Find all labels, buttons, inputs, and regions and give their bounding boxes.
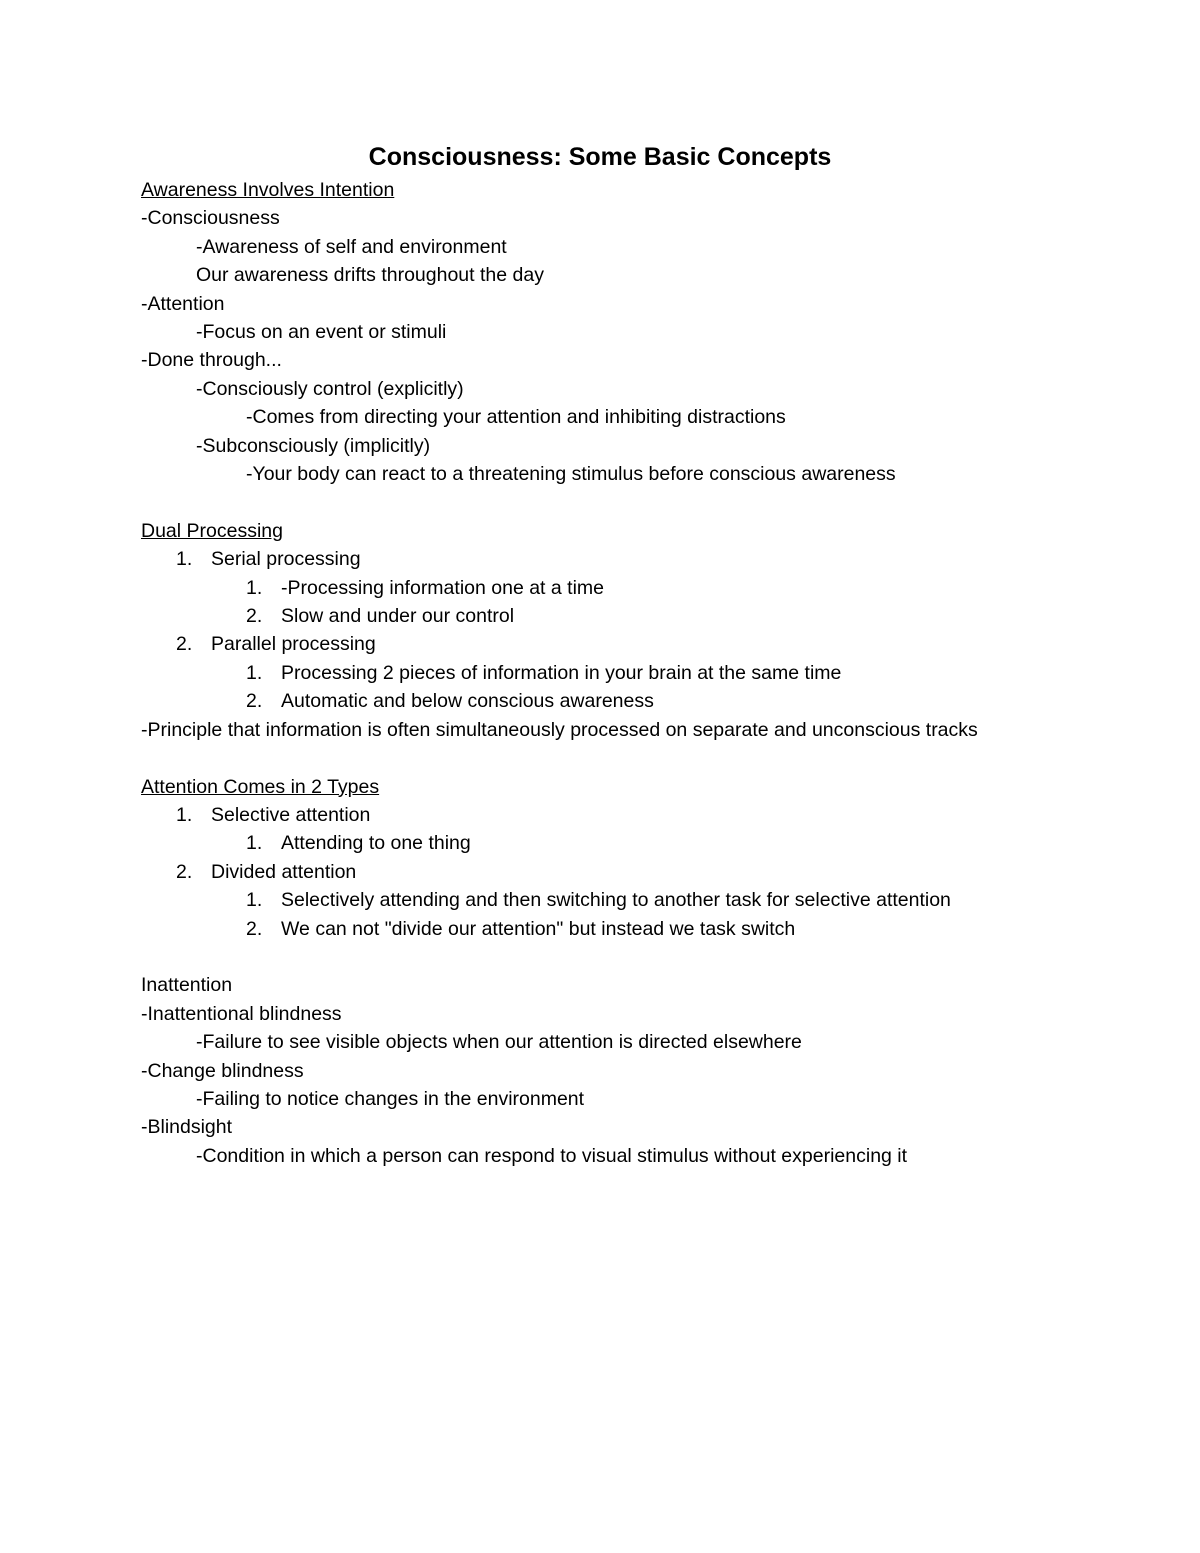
list-number: 2. bbox=[246, 690, 263, 713]
list-subitem-text: Attending to one thing bbox=[281, 832, 471, 855]
list-number: 2. bbox=[176, 633, 193, 656]
list-subitem-text: -Processing information one at a time bbox=[281, 576, 604, 599]
list-subitem bbox=[141, 915, 1041, 943]
blank-line bbox=[141, 943, 1041, 971]
list-number: 1. bbox=[246, 661, 263, 684]
blank-line bbox=[141, 488, 1041, 516]
note-line: -Your body can react to a threatening stimulus before conscious awareness bbox=[246, 463, 896, 486]
section-heading-attention-types: Attention Comes in 2 Types bbox=[141, 775, 380, 798]
list-number: 2. bbox=[246, 605, 263, 628]
list-subitem-text: Slow and under our control bbox=[281, 605, 515, 628]
document-title: Consciousness: Some Basic Concepts bbox=[368, 143, 832, 171]
note-line: -Consciousness bbox=[141, 207, 280, 230]
list-subitem bbox=[141, 659, 1041, 687]
list-subitem bbox=[141, 574, 1041, 602]
note-line: -Consciously control (explicitly) bbox=[196, 377, 464, 400]
blank-line bbox=[141, 744, 1041, 772]
list-number: 2. bbox=[246, 917, 263, 940]
list-number: 1. bbox=[246, 889, 263, 912]
note-line: -Attention bbox=[141, 292, 225, 315]
list-item-text: Parallel processing bbox=[211, 633, 376, 656]
list-subitem bbox=[141, 602, 1041, 630]
note-line: -Done through... bbox=[141, 349, 282, 372]
note-line: -Comes from directing your attention and inhibiting distractions bbox=[246, 406, 786, 429]
note-line: -Failure to see visible objects when our attention is directed elsewhere bbox=[196, 1031, 802, 1054]
list-subitem bbox=[141, 687, 1041, 715]
list-number: 1. bbox=[246, 832, 263, 855]
list-subitem-text: Selectively attending and then switching to another task for selective attention bbox=[281, 889, 951, 912]
note-line: -Inattentional blindness bbox=[141, 1002, 342, 1025]
list-number: 1. bbox=[176, 548, 193, 571]
list-item-text: Serial processing bbox=[211, 548, 361, 571]
list-number: 2. bbox=[176, 860, 193, 883]
list-item bbox=[141, 630, 1041, 658]
list-number: 1. bbox=[176, 803, 193, 826]
note-line: -Failing to notice changes in the environment bbox=[196, 1087, 585, 1110]
note-line: Our awareness drifts throughout the day bbox=[196, 264, 544, 287]
note-paragraph: -Principle that information is often simultaneously processed on separate and unconscious tracks bbox=[141, 718, 978, 741]
list-subitem-text: Processing 2 pieces of information in your brain at the same time bbox=[281, 661, 842, 684]
section-heading-dual-processing: Dual Processing bbox=[141, 519, 283, 542]
note-line: -Awareness of self and environment bbox=[196, 235, 507, 258]
note-line: -Change blindness bbox=[141, 1059, 304, 1082]
list-subitem bbox=[141, 886, 1041, 914]
note-line: -Condition in which a person can respond to visual stimulus without experiencing it bbox=[196, 1144, 908, 1167]
list-subitem bbox=[141, 829, 1041, 857]
list-subitem-text: We can not "divide our attention" but instead we task switch bbox=[281, 917, 796, 940]
note-line: -Subconsciously (implicitly) bbox=[196, 434, 431, 457]
section-heading-inattention: Inattention bbox=[141, 974, 233, 997]
list-item bbox=[141, 858, 1041, 886]
section-heading-awareness: Awareness Involves Intention bbox=[141, 179, 395, 201]
list-item bbox=[141, 801, 1041, 829]
list-item bbox=[141, 545, 1041, 573]
list-item-text: Selective attention bbox=[211, 803, 371, 826]
note-line: -Focus on an event or stimuli bbox=[196, 321, 447, 344]
list-item-text: Divided attention bbox=[211, 860, 357, 883]
list-number: 1. bbox=[246, 576, 263, 599]
document-body bbox=[141, 176, 1041, 1170]
list-subitem-text: Automatic and below conscious awareness bbox=[281, 690, 654, 713]
note-line: -Blindsight bbox=[141, 1116, 233, 1139]
